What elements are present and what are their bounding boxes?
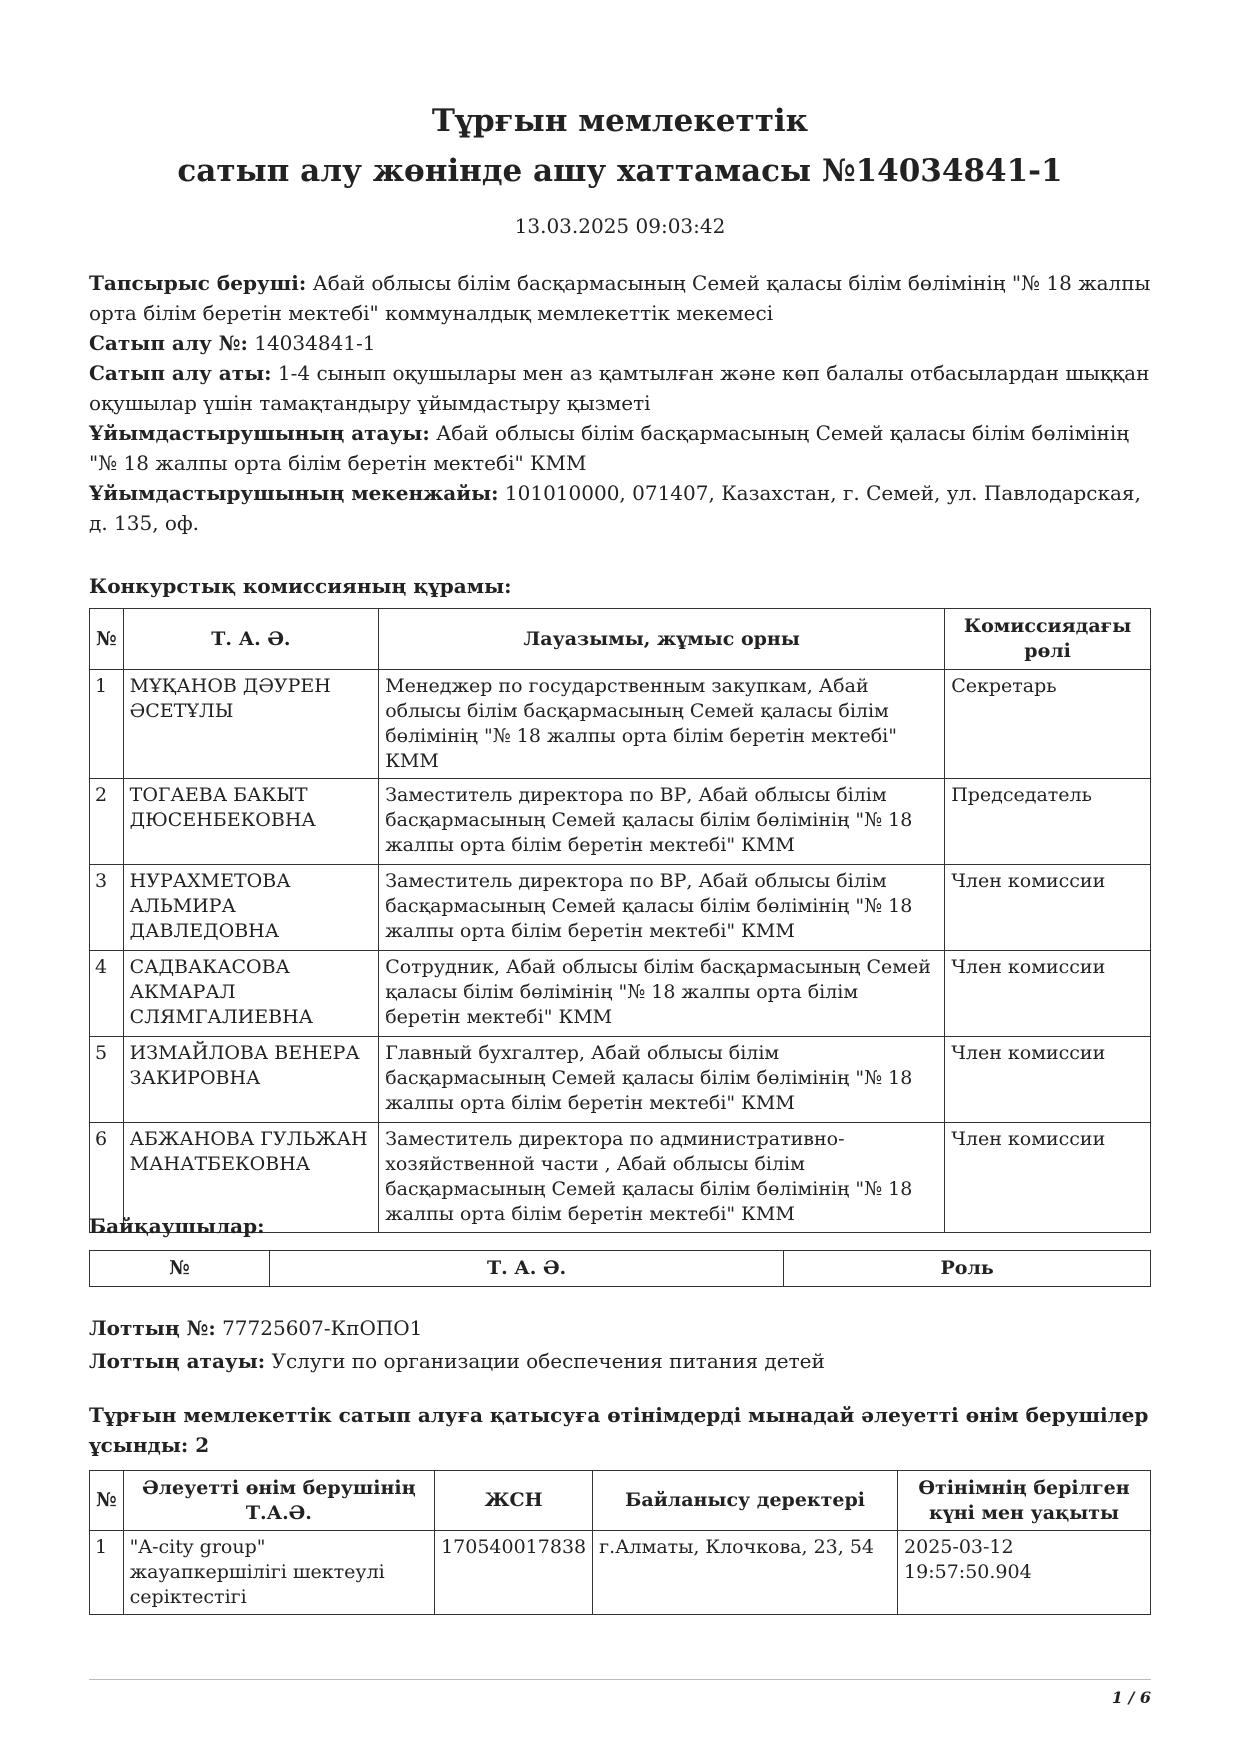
page-number: 1 / 6 <box>1111 1688 1151 1707</box>
lot-name-label: Лоттың атауы: <box>89 1349 266 1373</box>
member-name: НУРАХМЕТОВА АЛЬМИРА ДАВЛЕДОВНА <box>123 865 379 951</box>
customer-label: Тапсырыс беруші: <box>89 271 307 295</box>
member-position: Сотрудник, Абай облысы білім басқармасының Семей қаласы білім бөлімінің "№ 18 жалпы орта білім беретін мектебі" КММ <box>379 951 945 1037</box>
lot-number-label: Лоттың №: <box>89 1316 216 1340</box>
purchase-number-value: 14034841-1 <box>254 331 376 355</box>
member-role: Секретарь <box>945 670 1151 779</box>
title-line-1: Тұрғын мемлекеттік <box>431 103 809 139</box>
member-position: Главный бухгалтер, Абай облысы білім басқармасының Семей қаласы білім бөлімінің "№ 18 жалпы орта білім беретін мектебі" КММ <box>379 1037 945 1123</box>
purchase-name-field <box>89 358 1151 418</box>
col-header-contacts: Байланысу деректері <box>593 1471 898 1531</box>
col-header-supplier: Әлеуетті өнім берушінің Т.А.Ә. <box>123 1471 434 1531</box>
col-header-datetime: Өтінімнің берілген күні мен уақыты <box>898 1471 1151 1531</box>
member-role: Член комиссии <box>945 1123 1151 1233</box>
commission-table <box>89 608 1151 1233</box>
row-number: 6 <box>90 1123 124 1233</box>
suppliers-header-row <box>90 1471 1151 1531</box>
member-role: Член комиссии <box>945 1037 1151 1123</box>
lot-block <box>89 1312 1151 1378</box>
suppliers-title: Тұрғын мемлекеттік сатып алуға қатысуға өтінімдерді мынадай әлеуетті өнім берушілер ұсынды: 2 <box>89 1403 1149 1457</box>
document-date: 13.03.2025 09:03:42 <box>514 214 726 238</box>
member-position: Заместитель директора по ВР, Абай облысы білім басқармасының Семей қаласы білім бөлімінің "№ 18 жалпы орта білім беретін мектебі" КММ <box>379 865 945 951</box>
purchase-name-value: 1-4 сынып оқушылары мен аз қамтылған және көп балалы отбасылардан шыққан оқушылар үшін тамақтандыру ұйымдастыру қызметі <box>89 361 1150 415</box>
address-field <box>89 478 1151 538</box>
member-name: МҰҚАНОВ ДӘУРЕН ӘСЕТҰЛЫ <box>123 670 379 779</box>
supplier-name: "A-city group" жауапкершілігі шектеулі серіктестігі <box>123 1531 434 1615</box>
row-number: 5 <box>90 1037 124 1123</box>
table-row <box>90 865 1151 951</box>
table-row <box>90 1037 1151 1123</box>
commission-title: Конкурстық комиссияның құрамы: <box>89 574 512 598</box>
col-header-number: № <box>90 1251 270 1287</box>
suppliers-table <box>89 1470 1151 1615</box>
title-line-2: сатып алу жөнінде ашу хаттамасы №14034841-1 <box>177 153 1063 189</box>
row-number: 2 <box>90 779 124 865</box>
table-row <box>90 779 1151 865</box>
member-name: САДВАКАСОВА АКМАРАЛ СЛЯМГАЛИЕВНА <box>123 951 379 1037</box>
document-title <box>89 96 1151 196</box>
col-header-bin: ЖСН <box>435 1471 593 1531</box>
col-header-role: Роль <box>784 1251 1151 1287</box>
col-header-name: Т. А. Ә. <box>269 1251 783 1287</box>
row-number: 4 <box>90 951 124 1037</box>
row-number: 3 <box>90 865 124 951</box>
lot-name-value: Услуги по организации обеспечения питания детей <box>271 1349 825 1373</box>
supplier-datetime: 2025-03-12 19:57:50.904 <box>898 1531 1151 1615</box>
organizer-label: Ұйымдастырушының атауы: <box>89 421 430 445</box>
member-position: Заместитель директора по административно-хозяйственной части , Абай облысы білім басқармасының Семей қаласы білім бөлімінің "№ 18 жалпы орта білім беретін мектебі" КММ <box>379 1123 945 1233</box>
customer-field <box>89 268 1151 328</box>
member-position: Менеджер по государственным закупкам, Абай облысы білім басқармасының Семей қаласы білім бөлімінің "№ 18 жалпы орта білім беретін мектебі" КММ <box>379 670 945 779</box>
purchase-number-field <box>89 328 1151 358</box>
table-row <box>90 1531 1151 1615</box>
observers-header-row <box>90 1251 1151 1287</box>
member-name: ТОГАЕВА БАКЫТ ДЮСЕНБЕКОВНА <box>123 779 379 865</box>
table-row <box>90 951 1151 1037</box>
row-number: 1 <box>90 1531 124 1615</box>
col-header-number: № <box>90 1471 124 1531</box>
col-header-number: № <box>90 609 124 670</box>
lot-name-field <box>89 1345 1151 1378</box>
organizer-field <box>89 418 1151 478</box>
address-label: Ұйымдастырушының мекенжайы: <box>89 481 499 505</box>
row-number: 1 <box>90 670 124 779</box>
footer-divider <box>89 1679 1151 1680</box>
purchase-number-label: Сатып алу №: <box>89 331 248 355</box>
observers-table <box>89 1250 1151 1287</box>
observers-title: Байқаушылар: <box>89 1214 265 1238</box>
member-name: АБЖАНОВА ГУЛЬЖАН МАНАТБЕКОВНА <box>123 1123 379 1233</box>
table-row <box>90 670 1151 779</box>
col-header-name: Т. А. Ә. <box>123 609 379 670</box>
col-header-role: Комиссиядағы рөлі <box>945 609 1151 670</box>
lot-number-value: 77725607-КпОПО1 <box>222 1316 423 1340</box>
member-role: Член комиссии <box>945 951 1151 1037</box>
member-position: Заместитель директора по ВР, Абай облысы білім басқармасының Семей қаласы білім бөлімінің "№ 18 жалпы орта білім беретін мектебі" КММ <box>379 779 945 865</box>
commission-header-row <box>90 609 1151 670</box>
customer-value: Абай облысы білім басқармасының Семей қаласы білім бөлімінің "№ 18 жалпы орта білім беретін мектебі" коммуналдық мемлекеттік мекемесі <box>89 271 1151 325</box>
info-block <box>89 268 1151 538</box>
supplier-bin: 170540017838 <box>435 1531 593 1615</box>
address-value: 101010000, 071407, Казахстан, г. Семей, ул. Павлодарская, д. 135, оф. <box>89 481 1141 535</box>
member-name: ИЗМАЙЛОВА ВЕНЕРА ЗАКИРОВНА <box>123 1037 379 1123</box>
col-header-position: Лауазымы, жұмыс орны <box>379 609 945 670</box>
lot-number-field <box>89 1312 1151 1345</box>
organizer-value: Абай облысы білім басқармасының Семей қаласы білім бөлімінің "№ 18 жалпы орта білім беретін мектебі" КММ <box>89 421 1130 475</box>
supplier-contacts: г.Алматы, Клочкова, 23, 54 <box>593 1531 898 1615</box>
member-role: Член комиссии <box>945 865 1151 951</box>
purchase-name-label: Сатып алу аты: <box>89 361 272 385</box>
member-role: Председатель <box>945 779 1151 865</box>
